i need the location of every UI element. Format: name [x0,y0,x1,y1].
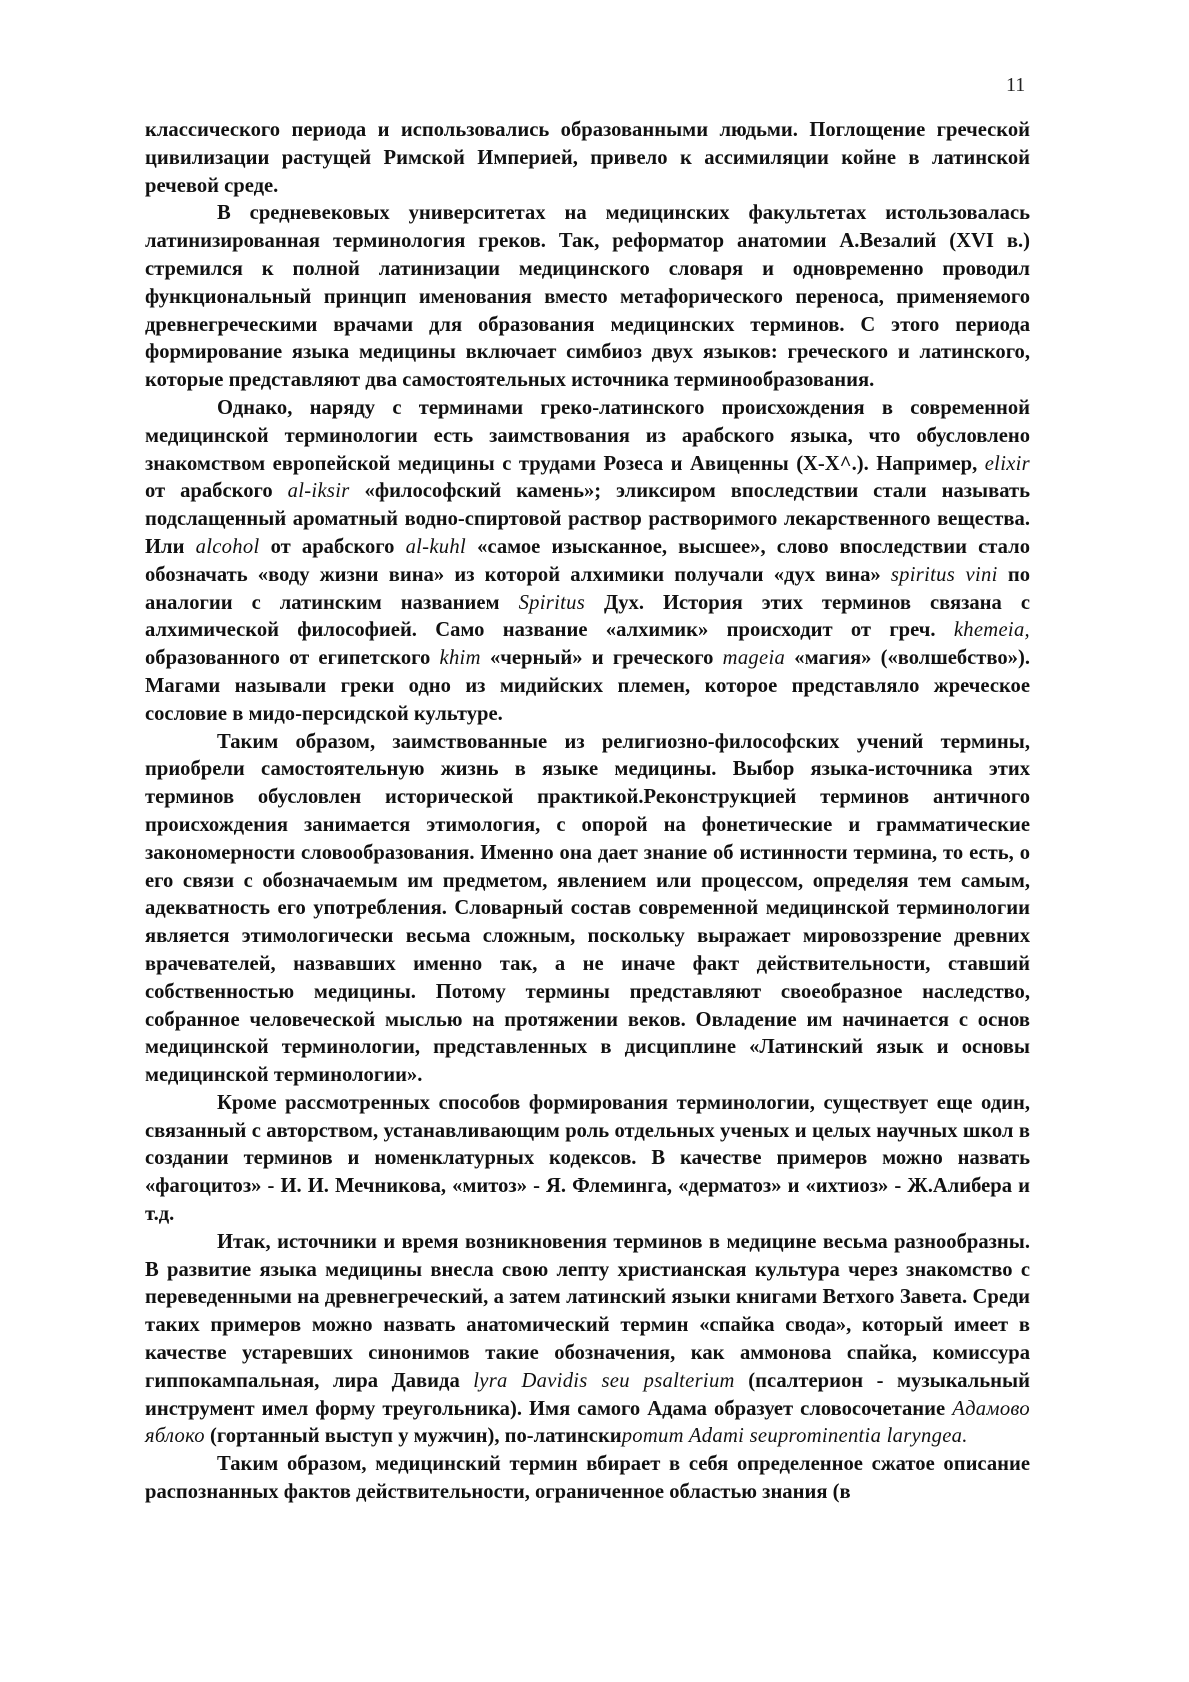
text-run: от арабского [145,480,288,503]
document-body [145,117,1030,1507]
italic-term: mageia [722,647,786,670]
body-paragraph [145,200,1030,395]
text-run: Таким образом, медицинский термин вбирает в себя определенное сжатое описание распознанных фактов действительности, ограниченное областью знания (в [145,1453,1030,1504]
text-run: «черный» и греческого [480,647,723,670]
body-paragraph [145,1090,1030,1229]
italic-term: alcohol [195,535,260,558]
text-run: Дух. История этих терминов связана с алхимической философией. Само название «алхимик» происходит от греч. [145,591,1030,642]
italic-term: Spiritus [518,591,586,614]
text-run: «философский камень»; эликсиром впоследствии стали называть подслащенный ароматный водно-спиртовой раствор растворимого лекарственного вещества. Или [145,480,1030,558]
text-run: от арабского [259,535,406,558]
italic-term: pomum Adami seuprominentia laryngea. [621,1425,968,1448]
text-run: (гортанный выступ у мужчин), по-латински [204,1425,622,1448]
italic-term: spiritus vini [890,563,998,586]
italic-term: Адамово яблоко [145,1397,1030,1448]
body-paragraph [145,1229,1030,1451]
text-run: В средневековых университетах на медицинских факультетах истользовалась латинизированная терминология греков. Так, реформатор анатомии А.Везалий (XVI в.) стремился к полной латинизации медицинского словаря и одновременно проводил функциональный принцип именования вместо метафорического переноса, применяемого древнегреческими врачами для образования медицинских терминов. С этого периода формирование языка медицины включает симбиоз двух языков: греческого и латинского, которые представляют два самостоятельных источника терминообразования. [145,202,1030,392]
text-run: классического периода и использовались образованными людьми. Поглощение греческой цивилизации растущей Римской Империей, привело к ассимиляции койне в латинской речевой среде. [145,119,1030,197]
body-paragraph [145,729,1030,1090]
page-number: 11 [1006,74,1026,96]
body-paragraph [145,117,1030,200]
text-run: Кроме рассмотренных способов формирования терминологии, существует еще один, связанный с авторством, устанавливающим роль отдельных ученых и целых научных школ в создании терминов и номенклатурных кодексов. В качестве примеров можно назвать «фагоцитоз» - И. И. Мечникова, «митоз» - Я. Флеминга, «дерматоз» и «ихтиоз» - Ж.Алибера и т.д. [145,1091,1030,1226]
italic-term: al-iksir [287,480,350,503]
italic-term: khemeia, [953,619,1030,642]
body-paragraph [145,395,1030,729]
text-run: Однако, наряду с терминами греко-латинского происхождения в современной медицинской терминологии есть заимствования из арабского языка, что обусловлено знакомством европейской медицины с трудами Розеса и Авиценны (X-X^.). Например, [145,396,1030,475]
text-run: «самое изысканное, высшее», слово впоследствии стало обозначать «воду жизни вина» из которой алхимики получали «дух вина» [145,535,1030,586]
italic-term: al-kuhl [405,535,466,558]
text-run: образованного от египетского [145,647,440,670]
text-run: Таким образом, заимствованные из религиозно-философских учений термины, приобрели самостоятельную жизнь в языке медицины. Выбор языка-источника этих терминов обусловлен исторической практикой.Реконструкцией терминов античного происхождения занимается этимология, с опорой на фонетические и грамматические закономерности словообразования. Именно она дает знание об истинности термина, то есть, о его связи с обозначаемым им предметом, явлением или процессом, определяя тем самым, адекватность его употребления. Словарный состав современной медицинской терминологии является этимологически весьма сложным, поскольку выражает мировоззрение древних врачевателей, назвавших именно так, а не иначе факт действительности, ставший собственностью медицины. Потому термины представляют своеобразное наследство, собранное человеческой мыслью на протяжении веков. Овладение им начинается с основ медицинской терминологии, представленных в дисциплине «Латинский язык и основы медицинской терминологии». [145,730,1030,1087]
italic-term: khim [439,647,481,670]
text-run: «магия» («волшебство»). Магами называли греки одно из мидийских племен, которое представляло жреческое сословие в мидо-персидской культуре. [145,647,1030,725]
text-run: Итак, источники и время возникновения терминов в медицине весьма разнообразны. В развитие языка медицины внесла свою лепту христианская культура через знакомство с переведенными на древнегреческий, а затем латинский языки книгами Ветхого Завета. Среди таких примеров можно назвать анатомический термин «спайка свода», который имеет в качестве устаревших синонимов такие обозначения, как аммонова спайка, комиссура гиппокампальная, лира Давида [145,1230,1030,1392]
text-run: (псалтерион - музыкальный инструмент имел форму треугольника). Имя самого Адама образует словосочетание [145,1369,1030,1420]
italic-term: elixir [984,452,1030,475]
italic-term: lyra Davidis seu psalterium [473,1369,735,1392]
text-run: по аналогии с латинским названием [145,563,1030,614]
body-paragraph [145,1451,1030,1507]
